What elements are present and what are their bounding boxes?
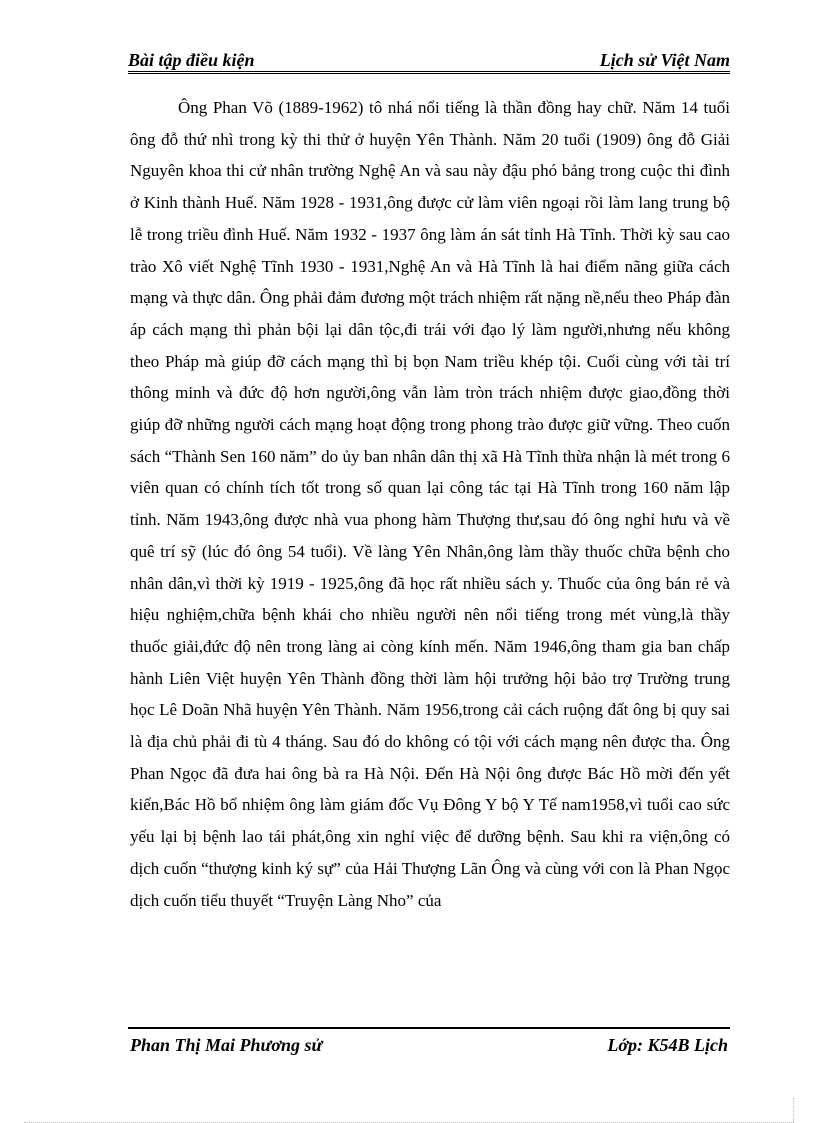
footer-author-name: Phan Thị Mai Phương sử [130,1035,323,1055]
page-right-edge [793,1098,794,1122]
header-course-title: Bài tập điều kiện [128,50,255,70]
body-paragraph: Ông Phan Võ (1889-1962) tô nhá nổi tiếng là thần đồng hay chữ. Năm 14 tuổi ông đỗ thứ nhì trong kỳ thi thử ở huyện Yên Thành. Năm 20 tuổi (1909) ông đỗ Giải Nguyên khoa thi cử nhân trường Nghệ An và sau này đậu phó bảng trong cuộc thi đình ở Kinh thành Huế. Năm 1928 - 1931,ông được cử làm viên ngoại rồi làm lang trung bộ lễ trong triều đình Huế. Năm 1932 - 1937 ông làm án sát tỉnh Hà Tĩnh. Thời kỳ sau cao trào Xô viết Nghệ Tĩnh 1930 - 1931,Nghệ An và Hà Tĩnh là hai điểm nãng giữa cách mạng và thực dân. Ông phải đảm đương một trách nhiệm rất nặng nề,nếu theo Pháp đàn áp cách mạng thì phản bội lại dân tộc,đi trái với đạo lý làm người,nhưng nếu không theo Pháp mà giúp đỡ cách mạng thì bị bọn Nam triều khép tội. Cuối cùng với tài trí thông minh và đức độ hơn người,ông vẫn làm tròn trách nhiệm được giao,đồng thời giúp đỡ những người cách mạng hoạt động trong phong trào được giữ vững. Theo cuốn sách “Thành Sen 160 năm” do ủy ban nhân dân thị xã Hà Tĩnh thừa nhận là mét trong 6 viên quan có chính tích tốt trong số quan lại công tác tại Hà Tĩnh trong 160 năm lập tỉnh. Năm 1943,ông được nhà vua phong hàm Thượng thư,sau đó ông nghỉ hưu và về quê trí sỹ (lúc đó ông 54 tuổi). Về làng Yên Nhân,ông làm thầy thuốc chữa bệnh cho nhân dân,vì thời kỳ 1919 - 1925,ông đã học rất nhiều sách y. Thuốc của ông bán rẻ và hiệu nghiệm,chữa bệnh khái cho nhiều người nên nổi tiếng trong mét vùng,là thầy thuốc giải,đức độ nên trong làng ai còng kính mến. Năm 1946,ông tham gia ban chấp hành Liên Việt huyện Yên Thành đồng thời làm hội trưởng hội bảo trợ Trường trung học Lê Doãn Nhã huyện Yên Thành. Năm 1956,trong cải cách ruộng đất ông bị quy sai là địa chủ phải đi tù 4 tháng. Sau đó do không có tội với cách mạng nên được tha. Ông Phan Ngọc đã đưa hai ông bà ra Hà Nội. Đến Hà Nội ông được Bác Hồ mời đến yết kiến,Bác Hồ bổ nhiệm ông làm giám đốc Vụ Đông Y bộ Y Tế nam1958,vì tuổi cao sức yếu lại bị bệnh lao tái phát,ông xin nghỉ việc để dưỡng bệnh. Sau khi ra viện,ông có dịch cuốn “thượng kinh ký sự” của Hải Thượng Lãn Ông và cùng với con là Phan Ngọc dịch cuốn tiểu thuyết “Truyện Làng Nho” của [130,98,730,910]
footer-divider [128,1027,730,1029]
page-header [128,48,730,74]
header-subject-title: Lịch sử Việt Nam [599,50,730,70]
document-body [130,92,730,916]
footer-class-label: Lớp: K54B Lịch [607,1035,728,1055]
